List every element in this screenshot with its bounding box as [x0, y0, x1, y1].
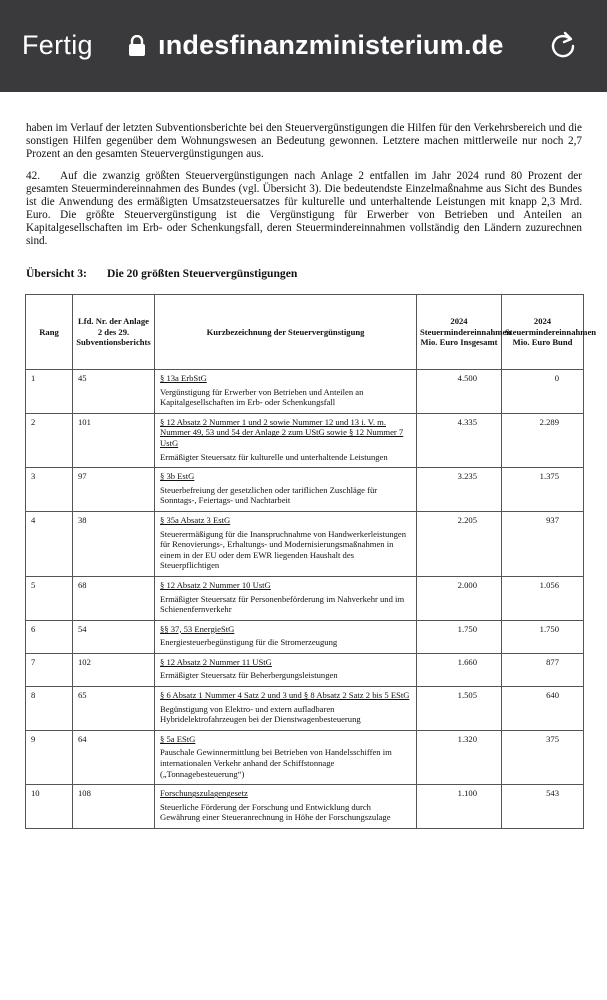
table-header-row [26, 295, 584, 370]
row-description-cell [155, 687, 417, 731]
overview-heading: Die 20 größten Steuervergünstigungen [107, 267, 298, 280]
paragraph-2 [26, 170, 582, 249]
header-lfd: Lfd. Nr. der Anlage 2 des 29. Subventionsberichts [73, 295, 155, 370]
paragraph-2-text: Auf die zwanzig größten Steuervergünstigungen nach Anlage 2 entfallen im Jahr 2024 rund 80 Prozent der gesamten Steuermindereinnahmen des Bundes (vgl. Übersicht 3). Die bedeutendste Einzelmaßnahme aus Sicht des Bundes ist die Anwendung des ermäßigten Umsatzsteuersatzes für kulturelle und unterhaltende Leistungen mit knapp 2,3 Mrd. Euro. Die größte Steuervergünstigung ist die Vergünstigung für Erwerber von Betrieben und Anteilen an Kapitalgesellschaften im Erb- oder Schenkungsfall, deren Steuermindereinnahmen vollständig den Ländern zuzurechnen sind. [26, 170, 582, 248]
row-federal: 1.750 [502, 620, 584, 653]
row-law-reference: § 5a EStG [160, 733, 196, 744]
row-law-reference: § 12 Absatz 2 Nummer 1 und 2 sowie Nummer 12 und 13 i. V. m. Nummer 49, 53 und 54 der Anlage 2 zum UStG sowie § 12 Nummer 7 UstG [160, 416, 404, 448]
row-lfd: 64 [73, 730, 155, 784]
overview-label: Übersicht 3: [26, 267, 87, 280]
row-description-cell [155, 730, 417, 784]
row-law-reference: § 13a ErbStG [160, 373, 207, 383]
row-description: Steuerermäßigung für die Inanspruchnahme von Handwerkerleistungen für Renovierungs-, Erhaltungs- und Modernisierungsmaßnahmen in einem in der EU oder dem EWR liegenden Haushalt des Steuerpflichtigen [160, 528, 407, 571]
table-row [26, 576, 584, 620]
row-federal: 375 [502, 730, 584, 784]
overview-title [26, 267, 297, 280]
header-rank: Rang [26, 295, 73, 370]
row-law-reference: § 12 Absatz 2 Nummer 10 UstG [160, 579, 271, 590]
row-description-cell [155, 620, 417, 653]
row-federal: 2.289 [502, 413, 584, 467]
done-button[interactable]: Fertig [22, 30, 93, 60]
row-rank: 4 [26, 511, 73, 576]
row-federal: 1.375 [502, 468, 584, 512]
row-description-cell [155, 511, 417, 576]
header-federal: 2024 Steuermindereinnahmen Mio. Euro Bund [502, 295, 584, 370]
row-rank: 8 [26, 687, 73, 731]
row-total: 1.505 [417, 687, 502, 731]
row-lfd: 38 [73, 511, 155, 576]
row-total: 4.500 [417, 370, 502, 414]
paragraph-number: 42. [26, 170, 40, 182]
document-page [0, 92, 607, 1000]
row-lfd: 101 [73, 413, 155, 467]
lock-icon [128, 35, 146, 57]
row-description: Pauschale Gewinnermittlung bei Betrieben von Handelsschiffen im internationalen Verkehr anhand der Schiffstonnage („Tonnagebesteuerung“) [160, 747, 392, 779]
row-rank: 6 [26, 620, 73, 653]
row-total: 1.750 [417, 620, 502, 653]
header-name: Kurzbezeichnung der Steuervergünstigung [155, 295, 417, 370]
row-total: 3.235 [417, 468, 502, 512]
row-total: 1.660 [417, 653, 502, 686]
row-federal: 543 [502, 785, 584, 829]
row-description: Steuerbefreiung der gesetzlichen oder tariflichen Zuschläge für Sonntags-, Feiertags- und Nachtarbeit [160, 484, 378, 506]
row-federal: 1.056 [502, 576, 584, 620]
row-description: Ermäßigter Steuersatz für kulturelle und unterhaltende Leistungen [160, 451, 388, 462]
row-law-reference: §§ 37, 53 EnergieStG [160, 623, 235, 634]
row-description: Vergünstigung für Erwerber von Betrieben und Anteilen an Kapitalgesellschaften im Erb- oder Schenkungsfall [160, 386, 364, 408]
tax-benefits-table [25, 294, 597, 829]
row-description-cell [155, 370, 417, 414]
row-description: Ermäßigter Steuersatz für Beherbergungsleistungen [160, 670, 338, 681]
row-federal: 0 [502, 370, 584, 414]
row-total: 1.320 [417, 730, 502, 784]
table-row [26, 370, 584, 414]
row-law-reference: § 35a Absatz 3 EstG [160, 514, 231, 525]
row-description: Ermäßigter Steuersatz für Personenbeförderung im Nahverkehr und im Schienenfernverkehr [160, 593, 405, 615]
browser-toolbar [0, 0, 607, 92]
row-federal: 877 [502, 653, 584, 686]
paragraph-1: haben im Verlauf der letzten Subventionsberichte bei den Steuervergünstigungen die Hilfen für den Verkehrsbereich und die sonstigen Hilfen gegenüber dem Wohnungswesen an Bedeutung gewonnen. Letztere machen mittlerweile nur noch 2,7 Prozent an den gesamten Steuervergünstigungen aus. [26, 122, 582, 161]
row-law-reference: § 3b EstG [160, 471, 195, 482]
row-law-reference: § 6 Absatz 1 Nummer 4 Satz 2 und 3 und § 8 Absatz 2 Satz 2 bis 5 EStG [160, 690, 410, 701]
row-rank: 5 [26, 576, 73, 620]
row-description-cell [155, 785, 417, 829]
row-federal: 640 [502, 687, 584, 731]
row-total: 2.000 [417, 576, 502, 620]
row-lfd: 102 [73, 653, 155, 686]
row-lfd: 54 [73, 620, 155, 653]
row-lfd: 108 [73, 785, 155, 829]
row-federal: 937 [502, 511, 584, 576]
row-rank: 7 [26, 653, 73, 686]
header-total: 2024 Steuermindereinnahmen Mio. Euro Insgesamt [417, 295, 502, 370]
table-row [26, 413, 584, 467]
reload-icon[interactable] [548, 30, 578, 60]
row-rank: 9 [26, 730, 73, 784]
row-law-reference: § 12 Absatz 2 Nummer 11 UStG [160, 656, 272, 667]
table-row [26, 687, 584, 731]
row-lfd: 68 [73, 576, 155, 620]
row-description: Begünstigung von Elektro- und extern aufladbaren Hybridelektrofahrzeugen bei der Dienstwagenbesteuerung [160, 703, 361, 725]
row-description-cell [155, 576, 417, 620]
row-description-cell [155, 468, 417, 512]
row-rank: 3 [26, 468, 73, 512]
table-row [26, 511, 584, 576]
row-description-cell [155, 653, 417, 686]
table-row [26, 620, 584, 653]
row-total: 1.100 [417, 785, 502, 829]
row-description: Energiesteuerbegünstigung für die Stromerzeugung [160, 637, 338, 648]
row-law-reference: Forschungszulagengesetz [160, 788, 248, 799]
row-rank: 2 [26, 413, 73, 467]
row-rank: 1 [26, 370, 73, 414]
table-row [26, 653, 584, 686]
row-lfd: 45 [73, 370, 155, 414]
row-description: Steuerliche Förderung der Forschung und Entwicklung durch Gewährung einer Steueranrechnung in Höhe der Forschungszulage [160, 801, 391, 823]
row-lfd: 97 [73, 468, 155, 512]
row-lfd: 65 [73, 687, 155, 731]
row-total: 4.335 [417, 413, 502, 467]
table-row [26, 730, 584, 784]
row-description-cell [155, 413, 417, 467]
table-row [26, 468, 584, 512]
row-total: 2.205 [417, 511, 502, 576]
row-rank: 10 [26, 785, 73, 829]
table-row [26, 785, 584, 829]
address-bar-url[interactable]: ındesfinanzministerium.de [158, 30, 504, 60]
